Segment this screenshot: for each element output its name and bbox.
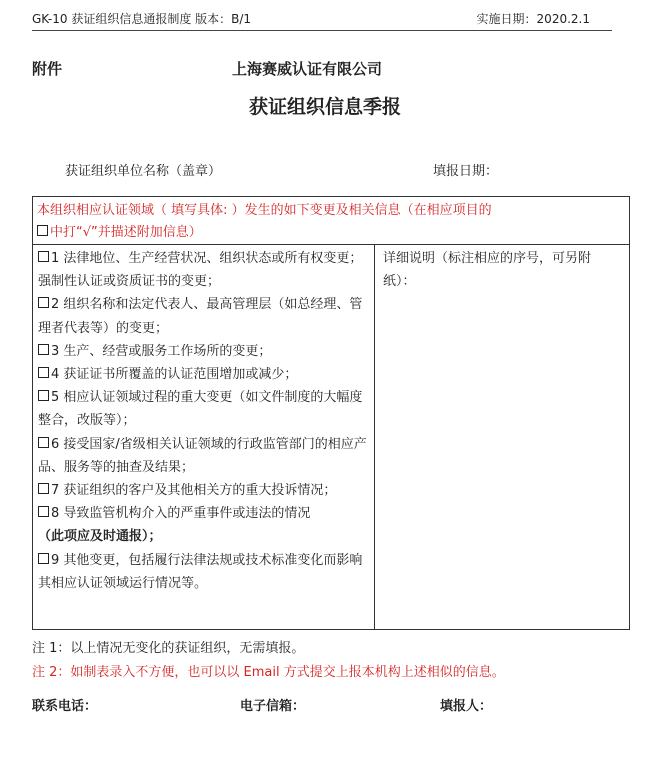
detail-area[interactable] (375, 245, 629, 629)
list-item (38, 363, 370, 386)
list-item (38, 386, 370, 432)
list-item (38, 247, 370, 293)
checkbox-item-8[interactable] (38, 506, 49, 517)
company-name: 上海赛威认证有限公司 (232, 60, 383, 78)
checkbox-item-7[interactable] (38, 483, 49, 494)
note-1: 注 1：以上情况无变化的获证组织，无需填报。 (32, 641, 305, 656)
checkbox-item-9[interactable] (38, 553, 49, 564)
effective-date: 实施日期：2020.2.1 (476, 12, 590, 26)
phone-label: 联系电话： (32, 699, 98, 714)
list-item (38, 479, 370, 502)
checkbox-item-1[interactable] (38, 251, 49, 262)
report-form (32, 196, 630, 630)
item-text: 9 其他变更，包括履行法律法规或技术标准变化而影响其相应认证领域运行情况等。 (38, 552, 363, 591)
checkbox-item-3[interactable] (38, 344, 49, 355)
item-text: 8 导致监管机构介入的严重事件或违法的情况 (51, 506, 311, 522)
item-text: 7 获证组织的客户及其他相关方的重大投诉情况； (51, 483, 337, 499)
notice-line-1: 本组织相应认证领域（ 填写具体: ）发生的如下变更及相关信息（在相应项目的 (37, 203, 492, 218)
change-items-list (33, 245, 375, 629)
checkbox-item-4[interactable] (38, 367, 49, 378)
checkbox-item-2[interactable] (38, 297, 49, 308)
filler-label: 填报人： (440, 699, 493, 714)
document-code: GK-10 获证组织信息通报制度 版本：B/1 (32, 12, 252, 26)
list-item (38, 502, 370, 548)
list-item (38, 433, 370, 479)
attachment-label: 附件 (32, 60, 63, 78)
notice-line-2 (37, 222, 625, 244)
item-text: 6 接受国家/省级相关认证领域的行政监管部门的相应产品、服务等的抽查及结果； (38, 436, 367, 475)
list-item (38, 549, 370, 595)
item-text: 3 生产、经营或服务工作场所的变更； (51, 343, 272, 359)
item-text: 4 获证证书所覆盖的认证范围增加或减少； (51, 367, 298, 383)
list-item (38, 293, 370, 339)
detail-label: 详细说明（标注相应的序号，可另附纸）： (383, 251, 592, 290)
fill-date-label: 填报日期： (433, 164, 499, 179)
email-label: 电子信箱： (240, 699, 306, 714)
checkbox-icon (37, 225, 48, 236)
document-header (32, 10, 612, 31)
notice-line-2-text: 中打“√”并描述附加信息） (50, 225, 202, 240)
notice-row (33, 197, 629, 245)
note-2: 注 2：如制表录入不方便，也可以以 Email 方式提交上报本机构上述相似的信息。 (32, 665, 505, 680)
unit-name-label: 获证组织单位名称（盖章） (65, 164, 222, 179)
item-text: 1 法律地位、生产经营状况、组织状态或所有权变更；强制性认证或资质证书的变更； (38, 251, 363, 290)
item-text: 5 相应认证领域过程的重大变更（如文件制度的大幅度整合，改版等）； (38, 390, 363, 429)
checkbox-item-5[interactable] (38, 390, 49, 401)
item-text: 2 组织名称和法定代表人、最高管理层（如总经理、管理者代表等）的变更； (38, 297, 363, 336)
list-item (38, 340, 370, 363)
item-8-bold-note: （此项应及时通报）； (38, 529, 162, 545)
checkbox-item-6[interactable] (38, 437, 49, 448)
page-title: 获证组织信息季报 (248, 96, 401, 118)
